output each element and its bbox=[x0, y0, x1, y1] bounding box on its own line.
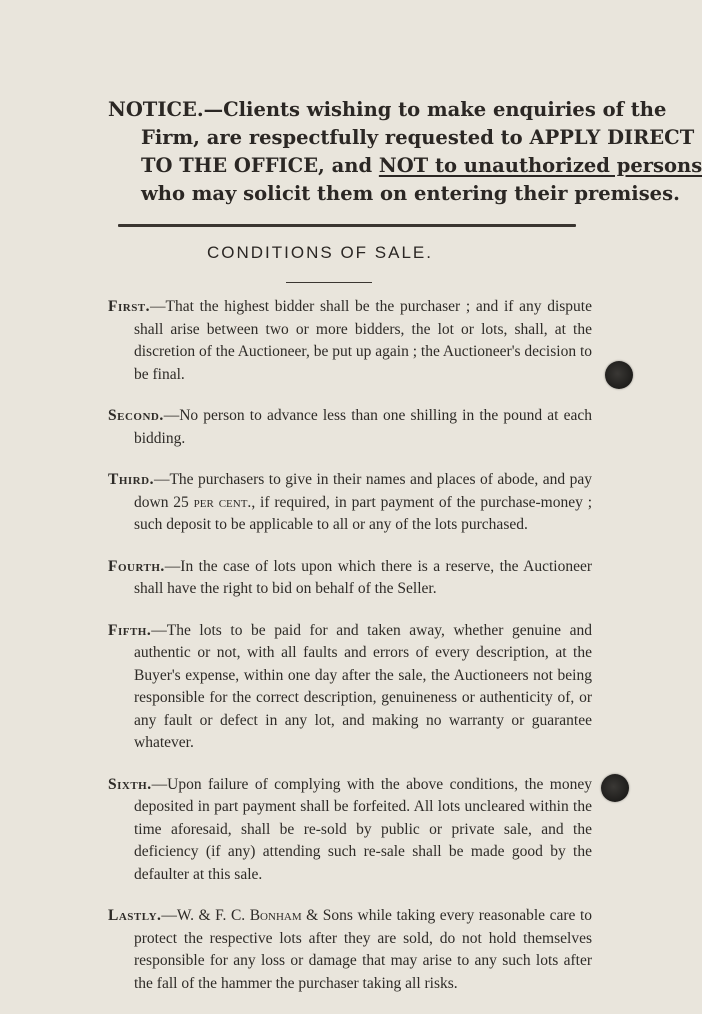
notice-line-1: NOTICE.—Clients wishing to make enquiries of the bbox=[108, 98, 667, 121]
condition-first-line-text: —Upon failure of complying with the above conditions, the money bbox=[151, 775, 592, 793]
notice-line-3-text: TO THE OFFICE, and bbox=[141, 154, 379, 177]
condition-first-line-text: —In the case of lots upon which there is a reserve, the Auctioneer bbox=[164, 557, 592, 575]
condition-first-line bbox=[108, 296, 592, 319]
condition-first-line bbox=[108, 469, 592, 492]
condition-body: authentic or not, with all faults and errors of every description, at the Buyer's expense, within one day after the sale, the Auctioneers not being responsible for the correct description, genuineness or authenticity of, or any fault or defect in any lot, and making no warranty or guarantee whatever. bbox=[134, 644, 592, 751]
condition-first-line-text: —The purchasers to give in their names and places of abode, and pay bbox=[153, 471, 592, 488]
condition-body: bidding. bbox=[134, 429, 186, 447]
conditions-heading: CONDITIONS OF SALE. bbox=[207, 243, 433, 262]
notice-underlined-text: NOT to unauthorized persons bbox=[378, 154, 702, 177]
condition-first-line-text: —The lots to be paid for and taken away, whether genuine and bbox=[151, 621, 592, 639]
condition-fifth bbox=[108, 620, 592, 755]
conditions-list bbox=[108, 296, 592, 1014]
condition-firm-name: Bonham bbox=[249, 907, 302, 924]
condition-first-line bbox=[108, 620, 592, 643]
condition-body-rest: , if required, in part payment of the purchase-money ; such deposit to be applicable to all or any of the lots purchased. bbox=[134, 493, 593, 533]
condition-lastly bbox=[108, 905, 592, 995]
condition-ordinal: Fifth. bbox=[108, 621, 152, 639]
condition-first bbox=[108, 296, 592, 386]
condition-first-line-text: —No person to advance less than one shilling in the pound at each bbox=[163, 407, 592, 424]
condition-first-line-pre: —W. & F. C. bbox=[161, 907, 250, 924]
notice-line-4: who may solicit them on entering their premises. bbox=[141, 182, 680, 205]
divider-rule bbox=[118, 224, 576, 227]
notice-line-3 bbox=[108, 152, 702, 180]
condition-ordinal: Sixth. bbox=[108, 775, 152, 793]
condition-ordinal: Fourth. bbox=[108, 557, 165, 575]
condition-body: deposited in part payment shall be forfeited. All lots uncleared within the time aforesaid, shall be re-sold by public or private sale, and the deficiency (if any) attending such re-sale shall be made good by the defaulter at this sale. bbox=[134, 798, 592, 883]
condition-sixth bbox=[108, 774, 592, 887]
condition-first-line bbox=[108, 405, 592, 428]
condition-first-line-text: —That the highest bidder shall be the purchaser ; and if any dispute bbox=[150, 298, 592, 315]
binding-hole-upper bbox=[605, 361, 633, 389]
condition-ordinal: Lastly. bbox=[108, 907, 162, 924]
notice-line-2: Firm, are respectfully requested to APPLY DIRECT bbox=[141, 126, 695, 149]
condition-ordinal: First. bbox=[108, 298, 151, 315]
condition-body: shall arise between two or more bidders, the lot or lots, shall, at the discretion of the Auctioneer, be put up again ; the Auctioneer's decision to be final. bbox=[134, 320, 593, 383]
condition-first-line bbox=[108, 556, 592, 579]
condition-body: shall have the right to bid on behalf of the Seller. bbox=[134, 580, 437, 597]
condition-first-line bbox=[108, 774, 592, 797]
condition-fourth bbox=[108, 556, 592, 601]
binding-hole-lower bbox=[601, 774, 629, 802]
notice-block bbox=[108, 96, 702, 208]
condition-ordinal: Second. bbox=[108, 407, 164, 424]
condition-third bbox=[108, 469, 592, 537]
condition-second bbox=[108, 405, 592, 450]
condition-body-pre: down 25 bbox=[134, 493, 194, 511]
condition-body-smallcaps: per cent. bbox=[193, 493, 252, 511]
condition-body bbox=[108, 492, 592, 537]
condition-first-line-text: & Sons while taking every reasonable care to bbox=[301, 907, 592, 924]
heading-underline-rule bbox=[286, 282, 372, 283]
condition-body: protect the respective lots after they are sold, do not hold themselves responsible for any loss or damage that may arise to any such lots after the fall of the hammer the purchaser taking all risks. bbox=[134, 929, 592, 992]
condition-first-line bbox=[108, 905, 592, 928]
condition-ordinal: Third. bbox=[108, 471, 154, 488]
